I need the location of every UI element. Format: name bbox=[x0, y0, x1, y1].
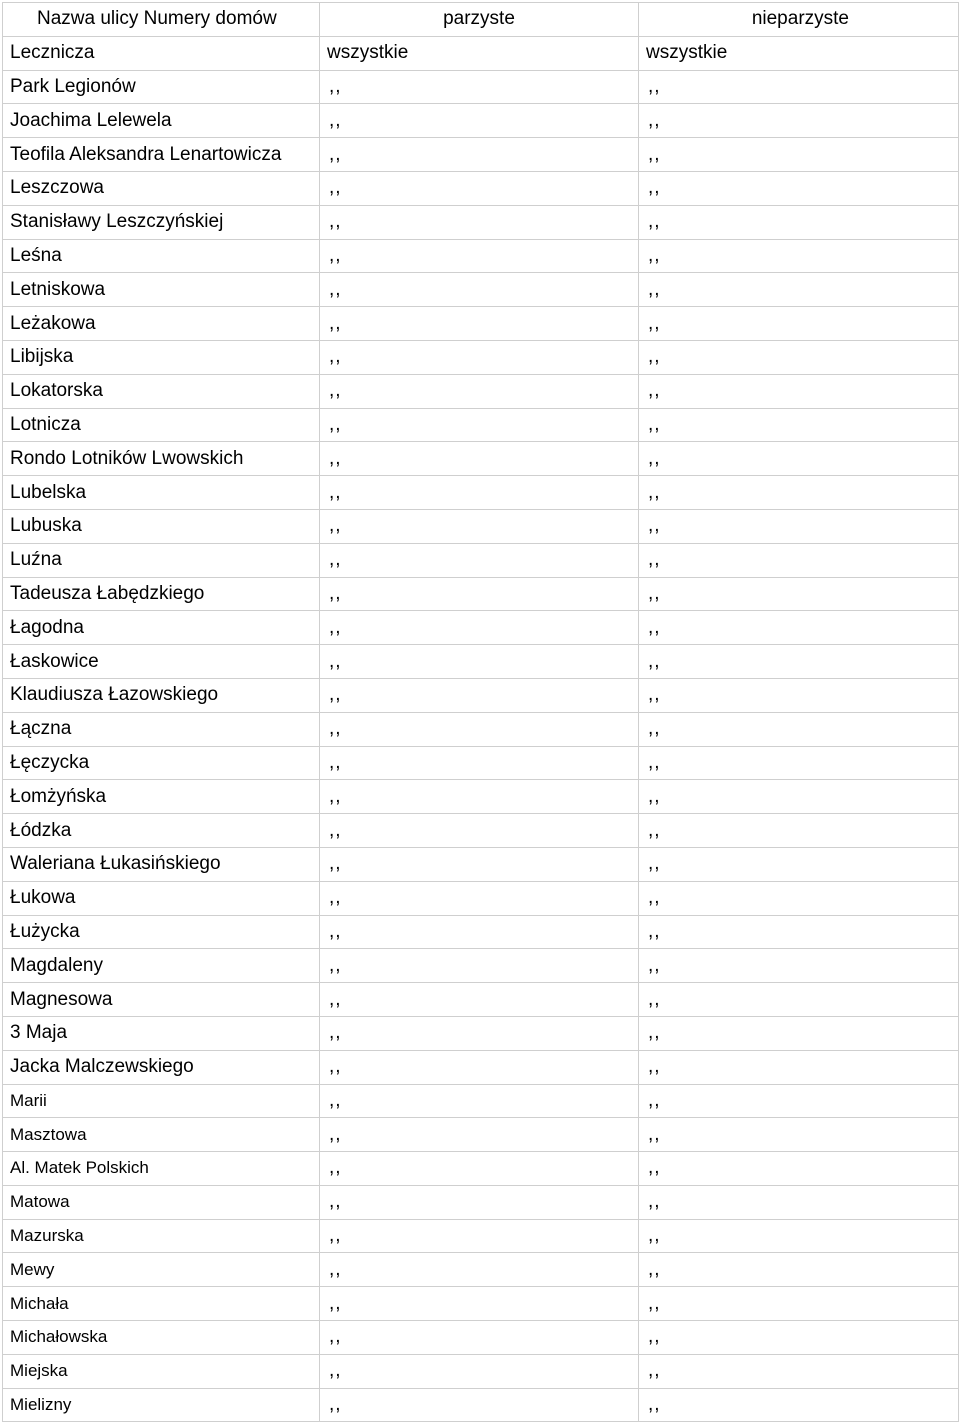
table-row bbox=[3, 104, 959, 138]
street-cell: Michała bbox=[3, 1287, 320, 1321]
even-numbers-cell: ,, bbox=[320, 1388, 639, 1422]
even-numbers-cell: ,, bbox=[320, 543, 639, 577]
even-numbers-cell: ,, bbox=[320, 712, 639, 746]
table-row bbox=[3, 881, 959, 915]
table-row bbox=[3, 239, 959, 273]
even-numbers-cell: ,, bbox=[320, 509, 639, 543]
even-numbers-cell: ,, bbox=[320, 611, 639, 645]
street-cell: Leszczowa bbox=[3, 171, 320, 205]
table-row bbox=[3, 1118, 959, 1152]
even-numbers-cell: wszystkie bbox=[320, 36, 639, 70]
table-row bbox=[3, 814, 959, 848]
street-cell: Leżakowa bbox=[3, 307, 320, 341]
header-row bbox=[3, 3, 959, 37]
street-cell: Łęczycka bbox=[3, 746, 320, 780]
table-row bbox=[3, 712, 959, 746]
odd-numbers-cell: ,, bbox=[639, 577, 959, 611]
odd-numbers-cell: ,, bbox=[639, 543, 959, 577]
header-even: parzyste bbox=[320, 3, 639, 37]
odd-numbers-cell: ,, bbox=[639, 70, 959, 104]
odd-numbers-cell: ,, bbox=[639, 814, 959, 848]
table-row bbox=[3, 1219, 959, 1253]
odd-numbers-cell: ,, bbox=[639, 1354, 959, 1388]
table-row bbox=[3, 1084, 959, 1118]
table-row bbox=[3, 915, 959, 949]
table-row bbox=[3, 408, 959, 442]
table-row bbox=[3, 340, 959, 374]
street-cell: Magnesowa bbox=[3, 983, 320, 1017]
table-row bbox=[3, 847, 959, 881]
even-numbers-cell: ,, bbox=[320, 881, 639, 915]
street-cell: Lotnicza bbox=[3, 408, 320, 442]
street-cell: Klaudiusza Łazowskiego bbox=[3, 678, 320, 712]
table-row bbox=[3, 205, 959, 239]
table-row bbox=[3, 138, 959, 172]
odd-numbers-cell: ,, bbox=[639, 881, 959, 915]
table-row bbox=[3, 509, 959, 543]
street-cell: Michałowska bbox=[3, 1321, 320, 1355]
odd-numbers-cell: ,, bbox=[639, 340, 959, 374]
table-row bbox=[3, 611, 959, 645]
street-cell: Masztowa bbox=[3, 1118, 320, 1152]
even-numbers-cell: ,, bbox=[320, 1219, 639, 1253]
table-row bbox=[3, 36, 959, 70]
street-cell: Łagodna bbox=[3, 611, 320, 645]
street-cell: Mielizny bbox=[3, 1388, 320, 1422]
table-row bbox=[3, 307, 959, 341]
street-cell: Waleriana Łukasińskiego bbox=[3, 847, 320, 881]
street-cell: Łukowa bbox=[3, 881, 320, 915]
even-numbers-cell: ,, bbox=[320, 847, 639, 881]
table-row bbox=[3, 1388, 959, 1422]
even-numbers-cell: ,, bbox=[320, 442, 639, 476]
street-cell: Łużycka bbox=[3, 915, 320, 949]
even-numbers-cell: ,, bbox=[320, 70, 639, 104]
odd-numbers-cell: wszystkie bbox=[639, 36, 959, 70]
street-cell: Miejska bbox=[3, 1354, 320, 1388]
even-numbers-cell: ,, bbox=[320, 374, 639, 408]
odd-numbers-cell: ,, bbox=[639, 915, 959, 949]
street-cell: Lubelska bbox=[3, 476, 320, 510]
table-row bbox=[3, 1287, 959, 1321]
header-street: Nazwa ulicy Numery domów bbox=[3, 3, 320, 37]
even-numbers-cell: ,, bbox=[320, 340, 639, 374]
street-cell: Leśna bbox=[3, 239, 320, 273]
odd-numbers-cell: ,, bbox=[639, 780, 959, 814]
odd-numbers-cell: ,, bbox=[639, 1388, 959, 1422]
even-numbers-cell: ,, bbox=[320, 949, 639, 983]
even-numbers-cell: ,, bbox=[320, 476, 639, 510]
street-cell: Lubuska bbox=[3, 509, 320, 543]
table-row bbox=[3, 1321, 959, 1355]
street-cell: Lecznicza bbox=[3, 36, 320, 70]
street-cell: Joachima Lelewela bbox=[3, 104, 320, 138]
street-cell: Park Legionów bbox=[3, 70, 320, 104]
street-cell: Magdaleny bbox=[3, 949, 320, 983]
table-row bbox=[3, 442, 959, 476]
odd-numbers-cell: ,, bbox=[639, 273, 959, 307]
street-cell: Mazurska bbox=[3, 1219, 320, 1253]
even-numbers-cell: ,, bbox=[320, 1321, 639, 1355]
table-row bbox=[3, 949, 959, 983]
odd-numbers-cell: ,, bbox=[639, 1050, 959, 1084]
table-row bbox=[3, 273, 959, 307]
even-numbers-cell: ,, bbox=[320, 171, 639, 205]
table-row bbox=[3, 746, 959, 780]
table-row bbox=[3, 1354, 959, 1388]
odd-numbers-cell: ,, bbox=[639, 476, 959, 510]
odd-numbers-cell: ,, bbox=[639, 1152, 959, 1186]
table-row bbox=[3, 1185, 959, 1219]
odd-numbers-cell: ,, bbox=[639, 408, 959, 442]
odd-numbers-cell: ,, bbox=[639, 1219, 959, 1253]
even-numbers-cell: ,, bbox=[320, 577, 639, 611]
street-table bbox=[2, 2, 959, 1422]
table-row bbox=[3, 543, 959, 577]
even-numbers-cell: ,, bbox=[320, 1185, 639, 1219]
odd-numbers-cell: ,, bbox=[639, 1185, 959, 1219]
street-cell: Łączna bbox=[3, 712, 320, 746]
odd-numbers-cell: ,, bbox=[639, 509, 959, 543]
street-cell: Rondo Lotników Lwowskich bbox=[3, 442, 320, 476]
odd-numbers-cell: ,, bbox=[639, 1321, 959, 1355]
odd-numbers-cell: ,, bbox=[639, 104, 959, 138]
even-numbers-cell: ,, bbox=[320, 1118, 639, 1152]
street-cell: Matowa bbox=[3, 1185, 320, 1219]
even-numbers-cell: ,, bbox=[320, 814, 639, 848]
even-numbers-cell: ,, bbox=[320, 678, 639, 712]
odd-numbers-cell: ,, bbox=[639, 1084, 959, 1118]
odd-numbers-cell: ,, bbox=[639, 171, 959, 205]
table-row bbox=[3, 1016, 959, 1050]
even-numbers-cell: ,, bbox=[320, 1253, 639, 1287]
street-cell: Łódzka bbox=[3, 814, 320, 848]
even-numbers-cell: ,, bbox=[320, 645, 639, 679]
street-cell: Teofila Aleksandra Lenartowicza bbox=[3, 138, 320, 172]
even-numbers-cell: ,, bbox=[320, 746, 639, 780]
odd-numbers-cell: ,, bbox=[639, 678, 959, 712]
street-cell: Mewy bbox=[3, 1253, 320, 1287]
table-row bbox=[3, 171, 959, 205]
odd-numbers-cell: ,, bbox=[639, 239, 959, 273]
odd-numbers-cell: ,, bbox=[639, 983, 959, 1017]
even-numbers-cell: ,, bbox=[320, 915, 639, 949]
odd-numbers-cell: ,, bbox=[639, 949, 959, 983]
odd-numbers-cell: ,, bbox=[639, 307, 959, 341]
street-cell: Luźna bbox=[3, 543, 320, 577]
table-row bbox=[3, 374, 959, 408]
street-table-body bbox=[3, 3, 959, 1422]
even-numbers-cell: ,, bbox=[320, 138, 639, 172]
odd-numbers-cell: ,, bbox=[639, 645, 959, 679]
even-numbers-cell: ,, bbox=[320, 1084, 639, 1118]
street-cell: Jacka Malczewskiego bbox=[3, 1050, 320, 1084]
street-cell: Łomżyńska bbox=[3, 780, 320, 814]
street-cell: Tadeusza Łabędzkiego bbox=[3, 577, 320, 611]
table-row bbox=[3, 70, 959, 104]
table-row bbox=[3, 1253, 959, 1287]
odd-numbers-cell: ,, bbox=[639, 1287, 959, 1321]
table-row bbox=[3, 1152, 959, 1186]
even-numbers-cell: ,, bbox=[320, 239, 639, 273]
street-cell: 3 Maja bbox=[3, 1016, 320, 1050]
even-numbers-cell: ,, bbox=[320, 1016, 639, 1050]
street-cell: Marii bbox=[3, 1084, 320, 1118]
table-row bbox=[3, 780, 959, 814]
even-numbers-cell: ,, bbox=[320, 780, 639, 814]
even-numbers-cell: ,, bbox=[320, 104, 639, 138]
even-numbers-cell: ,, bbox=[320, 1354, 639, 1388]
odd-numbers-cell: ,, bbox=[639, 1118, 959, 1152]
street-cell: Al. Matek Polskich bbox=[3, 1152, 320, 1186]
even-numbers-cell: ,, bbox=[320, 1287, 639, 1321]
even-numbers-cell: ,, bbox=[320, 307, 639, 341]
table-row bbox=[3, 1050, 959, 1084]
even-numbers-cell: ,, bbox=[320, 1152, 639, 1186]
odd-numbers-cell: ,, bbox=[639, 205, 959, 239]
odd-numbers-cell: ,, bbox=[639, 442, 959, 476]
even-numbers-cell: ,, bbox=[320, 983, 639, 1017]
odd-numbers-cell: ,, bbox=[639, 1016, 959, 1050]
odd-numbers-cell: ,, bbox=[639, 611, 959, 645]
odd-numbers-cell: ,, bbox=[639, 1253, 959, 1287]
street-cell: Lokatorska bbox=[3, 374, 320, 408]
odd-numbers-cell: ,, bbox=[639, 712, 959, 746]
street-cell: Letniskowa bbox=[3, 273, 320, 307]
table-row bbox=[3, 678, 959, 712]
table-row bbox=[3, 476, 959, 510]
even-numbers-cell: ,, bbox=[320, 408, 639, 442]
street-cell: Łaskowice bbox=[3, 645, 320, 679]
street-cell: Libijska bbox=[3, 340, 320, 374]
table-row bbox=[3, 645, 959, 679]
odd-numbers-cell: ,, bbox=[639, 138, 959, 172]
even-numbers-cell: ,, bbox=[320, 205, 639, 239]
table-row bbox=[3, 983, 959, 1017]
odd-numbers-cell: ,, bbox=[639, 746, 959, 780]
header-odd: nieparzyste bbox=[639, 3, 959, 37]
even-numbers-cell: ,, bbox=[320, 273, 639, 307]
odd-numbers-cell: ,, bbox=[639, 847, 959, 881]
street-cell: Stanisławy Leszczyńskiej bbox=[3, 205, 320, 239]
table-row bbox=[3, 577, 959, 611]
odd-numbers-cell: ,, bbox=[639, 374, 959, 408]
even-numbers-cell: ,, bbox=[320, 1050, 639, 1084]
